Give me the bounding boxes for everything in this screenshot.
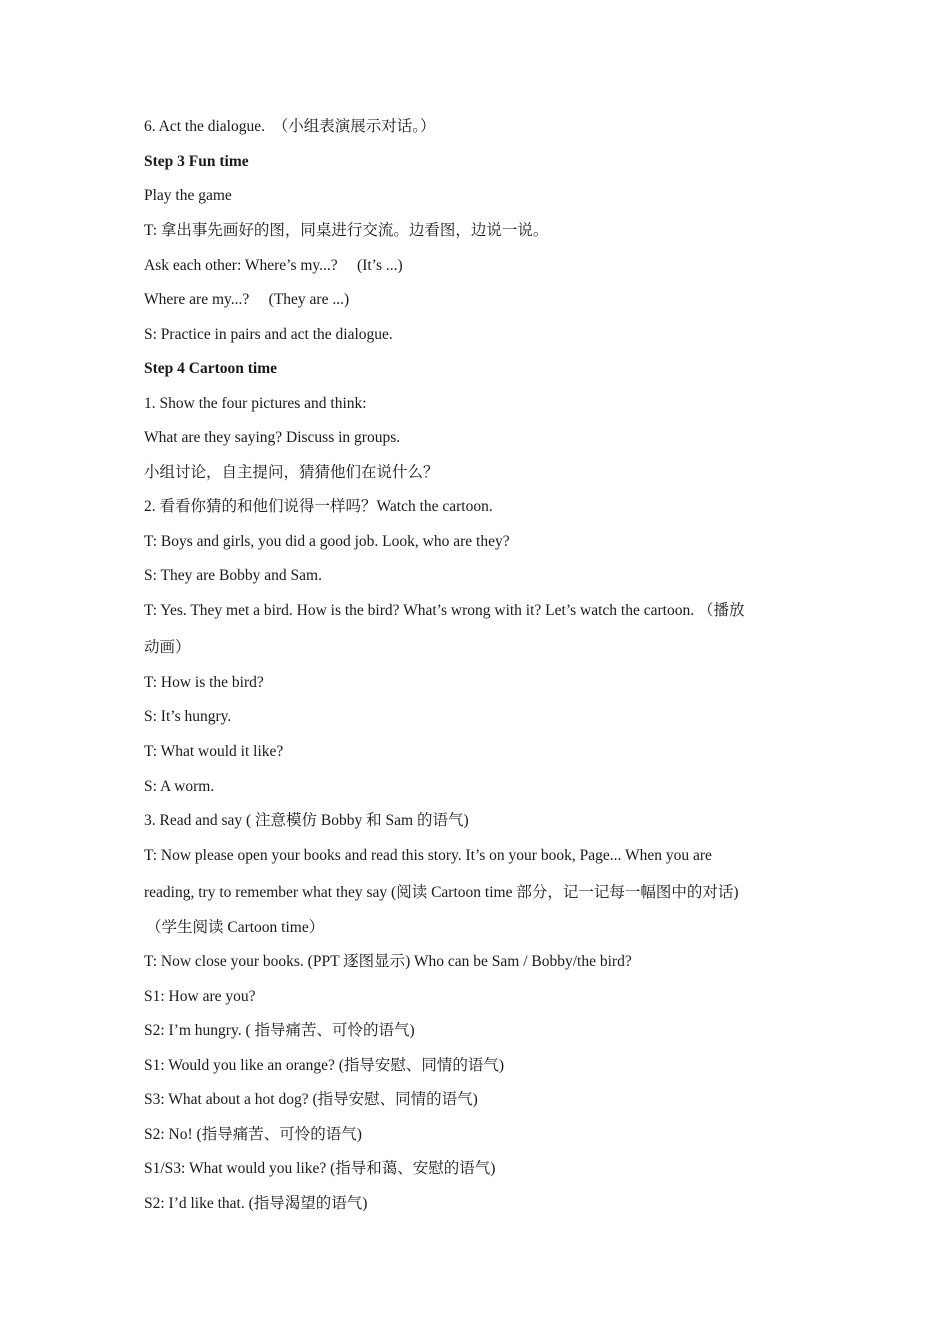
heading-step-3-fun-time: Step 3 Fun time: [144, 153, 249, 170]
text-line-play-game: Play the game: [144, 187, 232, 204]
text-line-s1-how-are-you: S1: How are you?: [144, 988, 256, 1005]
text-line-play-animation: 动画）: [144, 639, 191, 656]
heading-step-4-cartoon-time: Step 4 Cartoon time: [144, 360, 278, 377]
text-line-met-a-bird: T: Yes. They met a bird. How is the bird? What’s wrong with it? Let’s watch the cartoon. （播放: [144, 602, 745, 619]
text-line-watch-cartoon: 2. 看看你猜的和他们说得一样吗？Watch the cartoon.: [144, 498, 493, 515]
text-line-s1-orange: S1: Would you like an orange? (指导安慰、同情的语气): [144, 1057, 505, 1074]
text-line-show-pictures: 1. Show the four pictures and think:: [144, 395, 367, 412]
text-line-teacher-instruction: T: 拿出事先画好的图，同桌进行交流。边看图，边说一说。: [144, 222, 549, 239]
text-line-bobby-and-sam: S: They are Bobby and Sam.: [144, 567, 322, 584]
text-line-good-job: T: Boys and girls, you did a good job. Look, who are they?: [144, 533, 510, 550]
text-line-practice-pairs: S: Practice in pairs and act the dialogue.: [144, 326, 393, 343]
text-line-s3-hot-dog: S3: What about a hot dog? (指导安慰、同情的语气): [144, 1091, 478, 1108]
text-line-what-would-it-like: T: What would it like?: [144, 743, 284, 760]
text-line-step-act-dialogue: 6. Act the dialogue. （小组表演展示对话。）: [144, 118, 436, 135]
text-line-s2-id-like-that: S2: I’d like that. (指导渴望的语气): [144, 1195, 368, 1212]
text-line-how-is-bird: T: How is the bird?: [144, 674, 264, 691]
text-line-s2-hungry: S2: I’m hungry. ( 指导痛苦、可怜的语气): [144, 1022, 415, 1039]
text-line-its-hungry: S: It’s hungry.: [144, 708, 232, 725]
text-line-s1-s3-what-like: S1/S3: What would you like? (指导和蔼、安慰的语气): [144, 1160, 496, 1177]
text-line-group-discussion-cn: 小组讨论，自主提问，猜猜他们在说什么？: [144, 464, 439, 481]
text-line-open-books: T: Now please open your books and read this story. It’s on your book, Page... When you are: [144, 847, 712, 864]
text-line-discuss-groups: What are they saying? Discuss in groups.: [144, 429, 401, 446]
text-line-read-and-say: 3. Read and say ( 注意模仿 Bobby 和 Sam 的语气): [144, 812, 469, 829]
text-line-s2-no: S2: No! (指导痛苦、可怜的语气): [144, 1126, 362, 1143]
text-line-students-read: （学生阅读 Cartoon time）: [146, 919, 325, 936]
text-line-reading-remember: reading, try to remember what they say (阅读 Cartoon time 部分，记一记每一幅图中的对话): [144, 884, 739, 901]
text-line-a-worm: S: A worm.: [144, 778, 215, 795]
text-line-where-are-my: Where are my...? (They are ...): [144, 291, 350, 308]
text-line-ask-each-other: Ask each other: Where’s my...? (It’s ...): [144, 257, 403, 274]
text-line-close-books: T: Now close your books. (PPT 逐图显示) Who can be Sam / Bobby/the bird?: [144, 953, 632, 970]
